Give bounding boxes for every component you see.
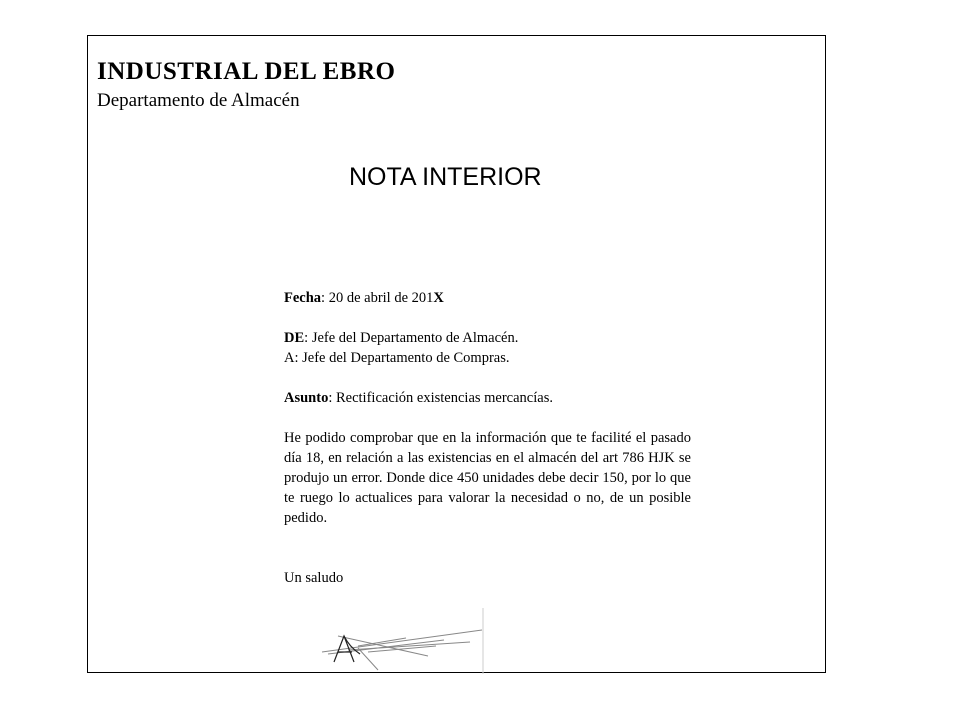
from-label: DE (284, 330, 305, 346)
memo-body (284, 288, 691, 588)
signature-icon (318, 608, 488, 674)
department-name: Departamento de Almacén (97, 90, 300, 111)
date-value: 20 de abril de 201 (328, 290, 434, 306)
to-value: Jefe del Departamento de Compras. (302, 350, 510, 366)
date-colon: : (321, 290, 326, 306)
from-line (284, 328, 691, 348)
subject-value: Rectificación existencias mercancías. (335, 390, 553, 406)
date-line (284, 288, 691, 308)
memo-page (87, 35, 826, 673)
subject-line (284, 388, 691, 408)
from-value: Jefe del Departamento de Almacén. (311, 330, 519, 346)
to-label: A (284, 350, 295, 366)
to-colon: : (294, 350, 299, 366)
subject-colon: : (328, 390, 333, 406)
subject-label: Asunto (284, 390, 329, 406)
closing-line: Un saludo (284, 570, 344, 586)
date-year-suffix: X (433, 290, 444, 306)
body-paragraph: He podido comprobar que en la información que te facilité el pasado día 18, en relación a las existencias en el almacén del art 786 HJK se produjo un error. Donde dice 450 unidades debe decir 150, por lo que te ruego lo actualices para valorar la necesidad o no, de un posible pedido. (284, 430, 691, 526)
document-title: NOTA INTERIOR (349, 163, 542, 191)
to-line (284, 348, 691, 368)
from-colon: : (304, 330, 309, 346)
date-label: Fecha (284, 290, 322, 306)
company-name: INDUSTRIAL DEL EBRO (97, 58, 396, 85)
